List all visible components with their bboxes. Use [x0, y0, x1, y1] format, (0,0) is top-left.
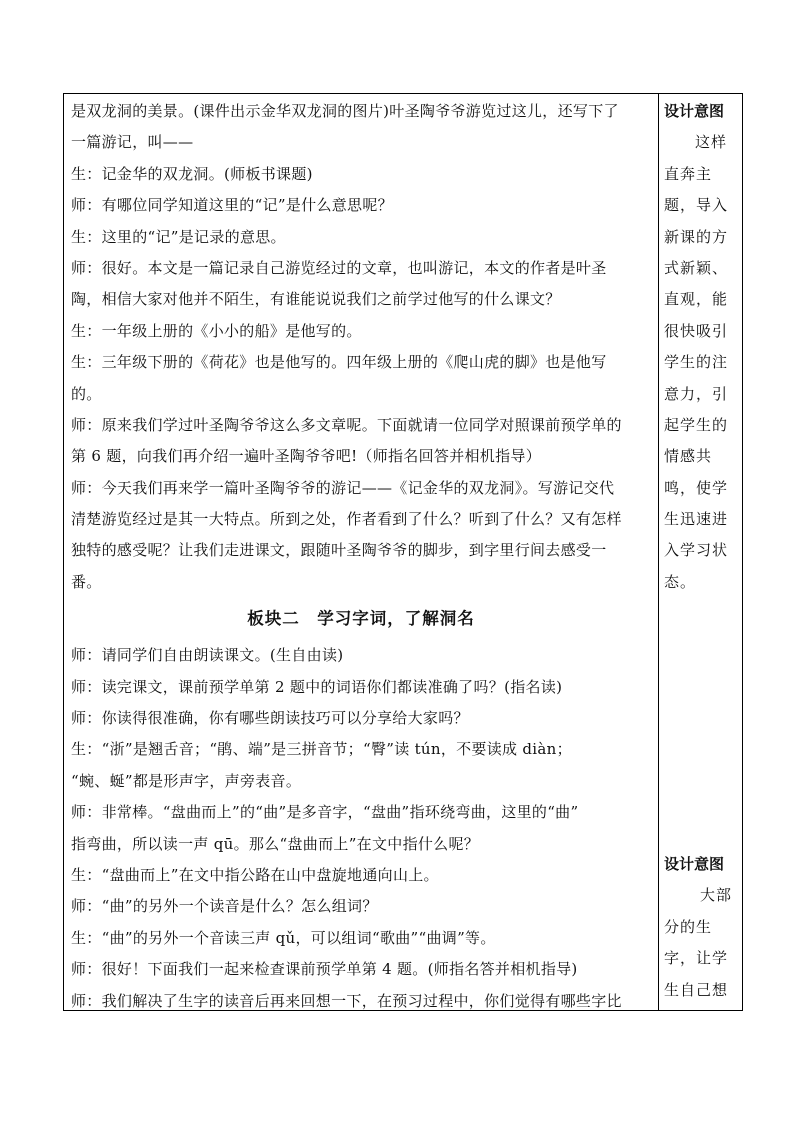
lesson-line: 生：三年级下册的《荷花》也是他写的。四年级上册的《爬山虎的脚》也是他写	[71, 353, 607, 372]
lesson-line: 生：“曲”的另外一个音读三声 qǔ，可以组词“歌曲”“曲调”等。	[71, 928, 496, 947]
design-note-line: 这样	[695, 133, 728, 152]
lesson-line: 师：有哪位同学知道这里的“记”是什么意思呢？	[71, 196, 393, 215]
lesson-line: 师：“曲”的另外一个读音是什么？怎么组词？	[71, 897, 378, 916]
design-note-line: 直奔主	[664, 164, 713, 183]
design-note-line: 直观，能	[664, 290, 729, 309]
design-note-line: 意力，引	[664, 384, 729, 403]
lesson-line: 师：请同学们自由朗读课文。(生自由读)	[71, 646, 344, 665]
design-note-line: 态。	[664, 572, 697, 591]
design-note-line: 分的生	[664, 917, 713, 936]
lesson-line: 清楚游览经过是其一大特点。所到之处，作者看到了什么？听到了什么？又有怎样	[71, 510, 622, 529]
lesson-line: 生：记金华的双龙洞。(师板书课题)	[71, 164, 313, 183]
design-note-title: 设计意图	[664, 102, 725, 120]
lesson-line: 独特的感受呢？让我们走进课文，跟随叶圣陶爷爷的脚步，到字里行间去感受一	[71, 541, 607, 560]
lesson-line: 的。	[71, 384, 102, 403]
lesson-line: 师：非常棒。“盘曲而上”的“曲”是多音字，“盘曲”指环绕弯曲，这里的“曲”	[71, 803, 579, 822]
lesson-line: 指弯曲，所以读一声 qū。那么“盘曲而上”在文中指什么呢？	[71, 834, 480, 853]
design-note-line: 题，导入	[664, 196, 729, 215]
lesson-line: 师：我们解决了生字的读音后再来回想一下，在预习过程中，你们觉得有哪些字比	[71, 991, 622, 1010]
lesson-line: 生：“浙”是翘舌音；“鹃、端”是三拼音节；“臀”读 tún，不要读成 diàn；	[71, 740, 572, 759]
design-note-line: 新课的方	[664, 227, 729, 246]
design-note-line: 式新颖、	[664, 258, 729, 277]
design-note-line: 大部	[700, 886, 733, 905]
design-note-line: 起学生的	[664, 415, 729, 434]
design-note-line: 入学习状	[664, 541, 729, 560]
design-note-line: 字，让学	[664, 949, 729, 968]
lesson-plan-table	[63, 93, 743, 1011]
lesson-line: 陶，相信大家对他并不陌生，有谁能说说我们之前学过他写的什么课文？	[71, 290, 561, 309]
lesson-line: 一篇游记，叫——	[71, 133, 194, 152]
lesson-line: 师：很好。本文是一篇记录自己游览经过的文章，也叫游记，本文的作者是叶圣	[71, 258, 607, 277]
lesson-line: 生：这里的“记”是记录的意思。	[71, 227, 286, 246]
lesson-line: 生：一年级上册的《小小的船》是他写的。	[71, 321, 362, 340]
lesson-line: 是双龙洞的美景。(课件出示金华双龙洞的图片)叶圣陶爷爷游览过这儿，还写下了	[71, 102, 619, 120]
design-note-line: 生自己想	[664, 980, 729, 999]
column-divider	[658, 94, 659, 1010]
lesson-line: 生：“盘曲而上”在文中指公路在山中盘旋地通向山上。	[71, 865, 439, 884]
lesson-content-column	[71, 96, 651, 1017]
design-note-2	[664, 849, 738, 1006]
lesson-line: 师：原来我们学过叶圣陶爷爷这么多文章呢。下面就请一位同学对照课前预学单的	[71, 415, 622, 434]
design-note-title: 设计意图	[664, 855, 725, 873]
design-note-line: 很快吸引	[664, 321, 729, 340]
lesson-line: 师：你读得很准确，你有哪些朗读技巧可以分享给大家吗？	[71, 709, 469, 728]
lesson-line: 师：今天我们再来学一篇叶圣陶爷爷的游记——《记金华的双龙洞》。写游记交代	[71, 478, 615, 497]
lesson-line: 师：读完课文，课前预学单第 2 题中的词语你们都读准确了吗？(指名读)	[71, 677, 563, 696]
section-heading: 板块二 学习字词，了解洞名	[247, 609, 475, 629]
design-note-line: 学生的注	[664, 353, 729, 372]
design-note-line: 生迅速进	[664, 510, 729, 529]
lesson-line: 师：很好！下面我们一起来检查课前预学单第 4 题。(师指名答并相机指导)	[71, 960, 578, 979]
lesson-line: 番。	[71, 572, 102, 591]
lesson-line: “蜿、蜒”都是形声字，声旁表音。	[71, 771, 302, 790]
design-note-line: 情感共	[664, 447, 713, 466]
design-note-line: 鸣，使学	[664, 478, 729, 497]
design-note-1	[664, 96, 738, 598]
lesson-line: 第 6 题，向我们再介绍一遍叶圣陶爷爷吧!（师指名回答并相机指导）	[71, 447, 542, 466]
